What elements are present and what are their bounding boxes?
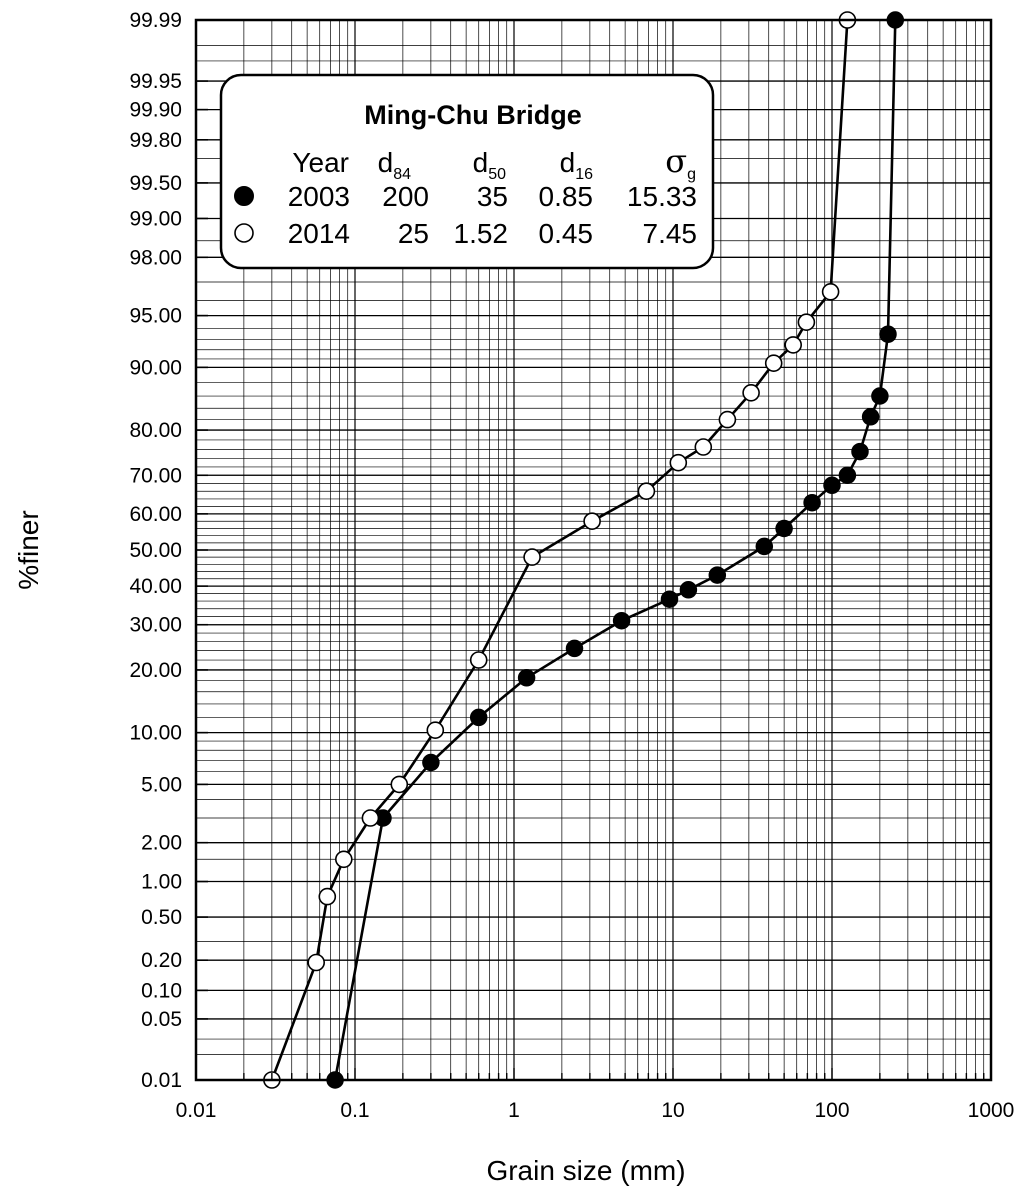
data-point-2014-16 [785,337,801,353]
data-point-2003-8 [680,582,696,598]
data-point-2003-13 [824,477,840,493]
y-tick-label: 99.95 [129,70,182,94]
legend-marker-2003 [235,187,253,205]
x-tick-label: 1000 [967,1099,1015,1122]
legend-2014-d16: 0.45 [538,218,593,249]
y-tick-label: 40.00 [129,575,182,599]
legend-header-year: Year [292,147,349,178]
data-point-2003-7 [662,591,678,607]
x-tick-label: 0.01 [175,1099,217,1122]
y-tick-label: 0.05 [141,1007,182,1031]
data-point-2014-18 [823,284,839,300]
legend-2014-sigma: 7.45 [642,218,697,249]
data-point-2003-9 [709,567,725,583]
data-point-2014-1 [308,955,324,971]
data-point-2014-13 [719,412,735,428]
y-tick-label: 95.00 [129,304,182,328]
data-point-2003-16 [863,409,879,425]
data-point-2014-12 [695,439,711,455]
y-tick-label: 60.00 [129,502,182,526]
legend-2003-d84: 200 [382,181,429,212]
y-tick-label: 80.00 [129,419,182,443]
data-point-2003-5 [567,640,583,656]
legend-header-sigma-main: σ [665,142,688,180]
x-tick-label: 10 [661,1099,685,1122]
legend-header-d84-sub: 84 [393,166,411,183]
data-point-2003-10 [756,538,772,554]
data-point-2003-12 [804,495,820,511]
legend-header-d84-main: d [377,147,394,178]
data-point-2003-15 [852,444,868,460]
x-axis-title: Grain size (mm) [486,1155,686,1186]
y-tick-label: 70.00 [129,464,182,488]
data-point-2014-17 [798,314,814,330]
legend-2003-sigma: 15.33 [626,181,697,212]
legend-2014-d50: 1.52 [453,218,508,249]
y-tick-label: 90.00 [129,356,182,380]
legend-header-d50-sub: 50 [488,166,506,183]
y-tick-label: 20.00 [129,658,182,682]
x-tick-label: 0.1 [340,1099,370,1122]
y-tick-label: 0.01 [141,1069,182,1092]
x-tick-label: 100 [814,1099,850,1122]
data-point-2003-4 [519,670,535,686]
y-tick-label: 99.00 [129,207,182,231]
legend-header-sigma-sub: g [687,166,696,183]
y-tick-label: 5.00 [141,773,182,797]
data-point-2014-2 [319,889,335,905]
y-tick-label: 30.00 [129,613,182,637]
data-point-2014-4 [362,810,378,826]
y-tick-label: 0.10 [141,979,182,1003]
data-point-2014-11 [670,455,686,471]
y-tick-label: 10.00 [129,721,182,745]
data-point-2003-2 [423,755,439,771]
data-point-2014-8 [524,549,540,565]
data-point-2003-6 [614,613,630,629]
data-point-2003-18 [880,326,896,342]
legend-2003-d50: 35 [476,181,508,212]
data-point-2003-11 [776,521,792,537]
y-tick-label: 0.20 [141,949,182,973]
data-point-2014-6 [427,722,443,738]
legend-2003-year: 2003 [287,181,350,212]
legend-2014-d84: 25 [397,218,429,249]
legend-header-d50-main: d [472,147,489,178]
data-point-2014-3 [336,851,352,867]
y-tick-label: 99.90 [129,98,182,122]
legend-box [221,75,713,268]
x-tick-label: 1 [508,1099,520,1122]
data-point-2003-17 [872,388,888,404]
legend-title: Ming-Chu Bridge [364,100,582,130]
data-point-2014-14 [743,385,759,401]
y-tick-label: 50.00 [129,539,182,562]
data-point-2014-9 [584,513,600,529]
data-point-2014-7 [471,652,487,668]
data-point-2003-3 [471,709,487,725]
y-tick-label: 0.50 [141,906,182,930]
y-tick-label: 1.00 [141,870,182,894]
y-axis-title: %finer [13,510,44,590]
legend-marker-2014 [235,224,253,242]
legend-header-d16-sub: 16 [575,166,593,183]
y-tick-label: 99.99 [129,9,182,32]
y-tick-label: 2.00 [141,831,182,855]
legend-2003-d16: 0.85 [538,181,593,212]
y-tick-label: 98.00 [129,246,182,270]
y-tick-label: 99.80 [129,128,182,152]
y-tick-label: 99.50 [129,171,182,195]
data-point-2014-10 [638,483,654,499]
data-point-2014-5 [391,776,407,792]
legend-header-d16-main: d [559,147,576,178]
legend-2014-year: 2014 [287,218,350,249]
data-point-2003-14 [839,467,855,483]
data-point-2014-15 [766,355,782,371]
